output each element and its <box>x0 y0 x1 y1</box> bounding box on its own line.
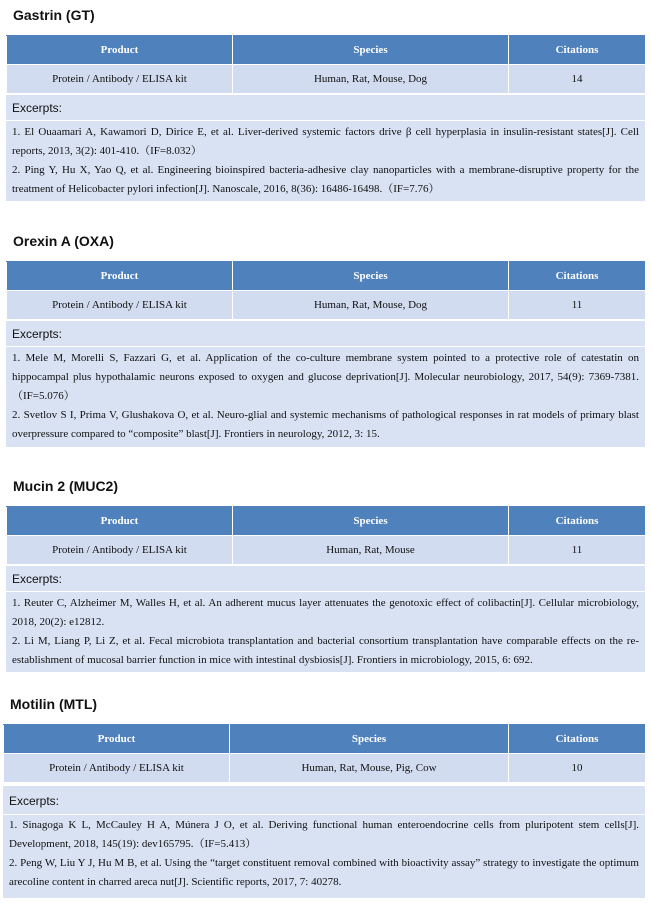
excerpts-box <box>6 95 645 201</box>
table-row <box>7 291 646 320</box>
excerpts-label: Excerpts: <box>12 572 63 586</box>
header-citations: Citations <box>509 507 646 536</box>
reference-list <box>12 594 639 670</box>
cell-species: Human, Rat, Mouse, Dog <box>233 65 509 94</box>
header-species: Species <box>233 36 509 65</box>
cell-citations: 14 <box>509 65 646 94</box>
reference-list <box>12 123 639 199</box>
excerpts-divider <box>6 346 645 347</box>
product-table <box>3 724 646 783</box>
excerpts-box <box>6 321 645 447</box>
reference-item: 2. Peng W, Liu Y J, Hu M B, et al. Using the “target constituent removal combined with bioactivity assay” strategy to investigate the optimum arecoline content in charred areca nut[J]. Scientific reports, 2017, 7: 40278. <box>9 857 639 888</box>
excerpts-box <box>3 786 645 898</box>
product-table <box>6 506 646 565</box>
reference-item: 1. Mele M, Morelli S, Fazzari G, et al. Application of the co-culture membrane system pointed to a protective role of catestatin on hippocampal plus hypothalamic neurons exposed to oxygen and glucose deprivation[J]. Molecular neurobiology, 2017, 54(9): 7369-7381.（IF=5.076） <box>12 352 639 402</box>
table-header-row <box>7 262 646 291</box>
cell-citations: 11 <box>509 291 646 320</box>
reference-item: 1. El Ouaamari A, Kawamori D, Dirice E, et al. Liver-derived systemic factors drive β cell hyperplasia in insulin-resistant states[J]. Cell reports, 2013, 3(2): 401-410.（IF=8.032） <box>12 126 639 157</box>
section-title: Mucin 2 (MUC2) <box>13 478 118 494</box>
reference-item: 1. Reuter C, Alzheimer M, Walles H, et al. An adherent mucus layer attenuates the genotoxic effect of colibactin[J]. Cellular microbiology, 2018, 20(2): e12812. <box>12 597 639 628</box>
reference-item: 1. Sinagoga K L, McCauley H A, Múnera J O, et al. Deriving functional human enteroendocrine cells from pluripotent stem cells[J]. Development, 2018, 145(19): dev165795.（IF=5.413） <box>9 819 639 850</box>
cell-citations: 11 <box>509 536 646 565</box>
header-citations: Citations <box>509 725 646 754</box>
cell-product: Protein / Antibody / ELISA kit <box>7 536 233 565</box>
header-product: Product <box>7 36 233 65</box>
product-table <box>6 261 646 320</box>
cell-product: Protein / Antibody / ELISA kit <box>4 754 230 783</box>
excerpts-box <box>6 566 645 672</box>
section-title: Orexin A (OXA) <box>13 233 114 249</box>
header-species: Species <box>233 262 509 291</box>
reference-list <box>9 816 639 892</box>
reference-item: 2. Li M, Liang P, Li Z, et al. Fecal microbiota transplantation and bacterial consortium transplantation have comparable effects on the re-establishment of mucosal barrier function in mice with intestinal dysbiosis[J]. Frontiers in microbiology, 2015, 6: 692. <box>12 635 639 666</box>
table-header-row <box>7 507 646 536</box>
excerpts-label: Excerpts: <box>9 794 60 808</box>
reference-list <box>12 349 639 444</box>
header-citations: Citations <box>509 262 646 291</box>
table-row <box>7 536 646 565</box>
cell-product: Protein / Antibody / ELISA kit <box>7 291 233 320</box>
excerpts-divider <box>6 120 645 121</box>
table-header-row <box>4 725 646 754</box>
section-title: Motilin (MTL) <box>10 696 98 712</box>
cell-species: Human, Rat, Mouse, Pig, Cow <box>230 754 509 783</box>
table-header-row <box>7 36 646 65</box>
excerpts-divider <box>6 591 645 592</box>
product-table <box>6 35 646 94</box>
cell-species: Human, Rat, Mouse <box>233 536 509 565</box>
table-row <box>7 65 646 94</box>
reference-item: 2. Ping Y, Hu X, Yao Q, et al. Engineering bioinspired bacteria-adhesive clay nanoparticles with a membrane-disruptive property for the treatment of Helicobacter pylori infection[J]. Nanoscale, 2016, 8(36): 16486-16498.（IF=7.76） <box>12 164 639 195</box>
excerpts-label: Excerpts: <box>12 101 63 115</box>
table-row <box>4 754 646 783</box>
cell-product: Protein / Antibody / ELISA kit <box>7 65 233 94</box>
header-citations: Citations <box>509 36 646 65</box>
header-product: Product <box>7 262 233 291</box>
excerpts-divider <box>3 814 645 815</box>
cell-citations: 10 <box>509 754 646 783</box>
excerpts-label: Excerpts: <box>12 327 63 341</box>
header-species: Species <box>230 725 509 754</box>
header-product: Product <box>4 725 230 754</box>
section-title: Gastrin (GT) <box>13 7 95 23</box>
header-product: Product <box>7 507 233 536</box>
header-species: Species <box>233 507 509 536</box>
reference-item: 2. Svetlov S I, Prima V, Glushakova O, et al. Neuro-glial and systemic mechanisms of pathological responses in rat models of primary blast overpressure compared to “composite” blast[J]. Frontiers in neurology, 2012, 3: 15. <box>12 409 639 440</box>
cell-species: Human, Rat, Mouse, Dog <box>233 291 509 320</box>
